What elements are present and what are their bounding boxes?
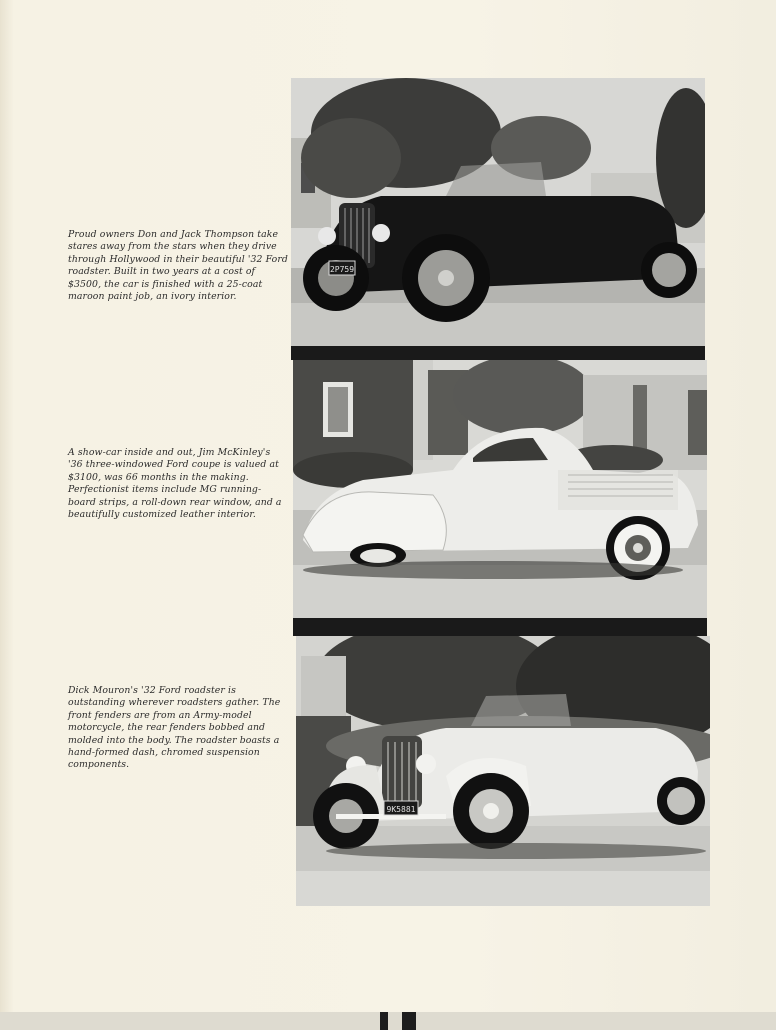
photo-divider: [293, 618, 707, 636]
photo-mckinley-coupe: [293, 360, 707, 618]
photo-mouron-roadster: [296, 636, 710, 906]
license-plate-3: 9K5881: [386, 805, 416, 814]
license-plate-1: 2P759: [329, 265, 355, 274]
photo-divider: [291, 346, 705, 360]
binding-mark: [380, 1012, 388, 1030]
caption-thompson-roadster: Proud owners Don and Jack Thompson take stares away from the stars when they drive through Hollywood in their beautiful '32 Ford roadster. Built in two years at a cost of $3500, the car is finished with a 25-coat maroon paint job, an ivory interior.: [68, 229, 288, 303]
photo-thompson-roadster: [291, 78, 705, 346]
binding-mark: [402, 1012, 416, 1030]
scan-bottom-edge: [0, 1012, 776, 1030]
caption-mckinley-coupe: A show-car inside and out, Jim McKinley's '36 three-windowed Ford coupe is valued at $3100, was 66 months in the making. Perfectionist items include MG running-board strips, a roll-down rear window, and a beautifully customized leather interior.: [68, 447, 282, 521]
caption-mouron-roadster: Dick Mouron's '32 Ford roadster is outstanding wherever roadsters gather. The front fenders are from an Army-model motorcycle, the rear fenders bobbed and molded into the body. The roadster boasts a hand-formed dash, chromed suspension components.: [68, 685, 281, 771]
